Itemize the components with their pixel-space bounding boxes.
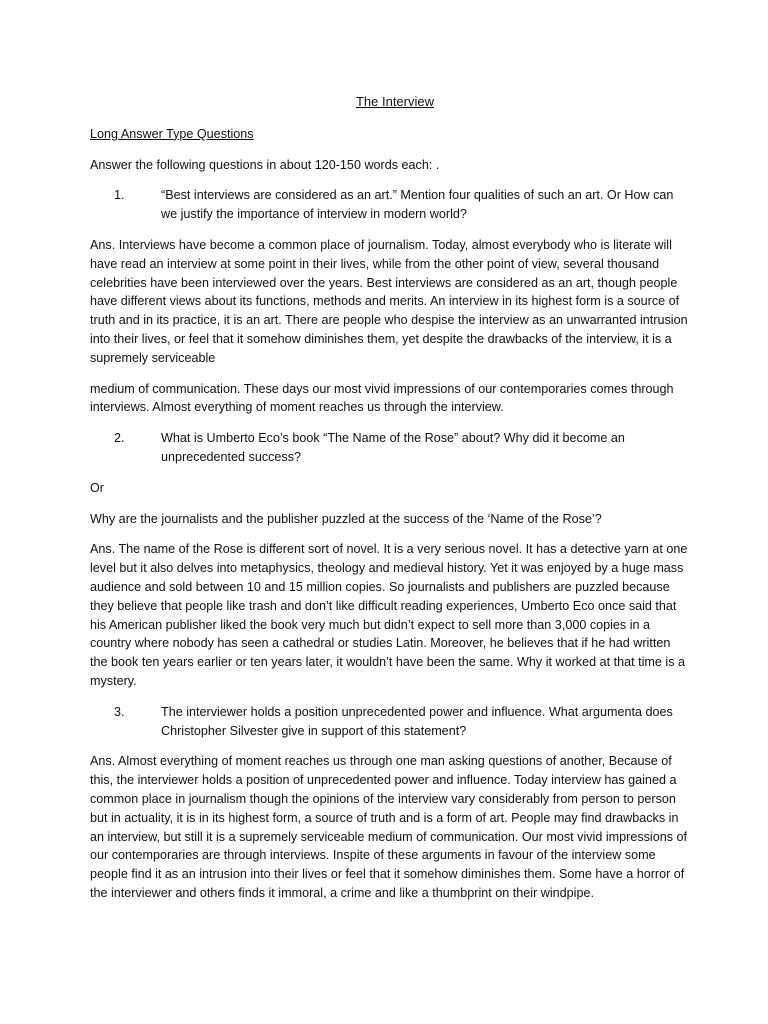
- answer-3-paragraph: Ans. Almost everything of moment reaches us through one man asking questions of another, Because of this, the interviewer holds a position of unprecedented power and influence. Today interview has gained a common place in journalism though the opinions of the interview vary considerably from person to person but in actuality, it is in its highest form, a source of truth and is a form of art. People may find drawbacks in an interview, but still it is a supremely serviceable medium of communication. Our most vivid impressions of our contemporaries are through interviews. Inspite of these arguments in favour of the interview some people find it as an intrusion into their lives or feel that it somehow diminishes them. Some have a horror of the interviewer and others finds it immoral, a crime and like a thumbprint on their windpipe.: [90, 754, 688, 900]
- question-1-number: 1.: [114, 188, 125, 203]
- question-2-alternative: Why are the journalists and the publisher puzzled at the success of the ‘Name of the Rose’?: [90, 511, 602, 526]
- answer-2-paragraph: Ans. The name of the Rose is different sort of novel. It is a very serious novel. It has a detective yarn at one level but it also delves into metaphysics, theology and medieval history. Yet it was enjoyed by a huge mass audience and sold between 10 and 15 million copies. So journalists and publishers are puzzled because they believe that people like trash and don’t like difficult reading experiences, Umberto Eco once said that his American publisher liked the book very much but didn’t expect to sell more than 3,000 copies in a country where nobody has seen a cathedral or studies Latin. Moreover, he believes that if he had written the book ten years earlier or ten years later, it wouldn’t have been the same. Why it worked at that time is a mystery.: [90, 542, 688, 688]
- instruction-text: Answer the following questions in about 120-150 words each: .: [90, 157, 440, 172]
- section-heading: Long Answer Type Questions: [90, 126, 254, 141]
- question-3: [90, 703, 688, 741]
- question-2: [90, 429, 688, 467]
- question-1-text: “Best interviews are considered as an art.” Mention four qualities of such an art. Or How can we justify the importance of interview in modern world?: [161, 188, 674, 222]
- question-3-text: The interviewer holds a position unprecedented power and influence. What argumenta does Christopher Silvester give in support of this statement?: [161, 704, 673, 738]
- answer-1-paragraph-1: Ans. Interviews have become a common place of journalism. Today, almost everybody who is literate will have read an interview at some point in their lives, while from the other point of view, several thousand celebrities have been interviewed over the years. Best interviews are considered as an art, though people have different views about its functions, methods and merits. An interview in its highest form is a source of truth and in its practice, it is an art. There are people who despise the interview as an unwarranted intrusion into their lives, or feel that it somehow diminishes them, yet despite the drawbacks of the interview, it is a supremely serviceable: [90, 237, 688, 365]
- question-3-number: 3.: [114, 704, 125, 719]
- question-2-number: 2.: [114, 431, 125, 446]
- document-title: The Interview: [355, 94, 435, 109]
- or-label: Or: [90, 480, 104, 495]
- question-2-text: What is Umberto Eco’s book “The Name of the Rose” about? Why did it become an unprecedented success?: [161, 431, 625, 464]
- question-1: [90, 186, 688, 224]
- answer-1-paragraph-2: medium of communication. These days our most vivid impressions of our contemporaries comes through interviews. Almost everything of moment reaches us through the interview.: [90, 381, 674, 415]
